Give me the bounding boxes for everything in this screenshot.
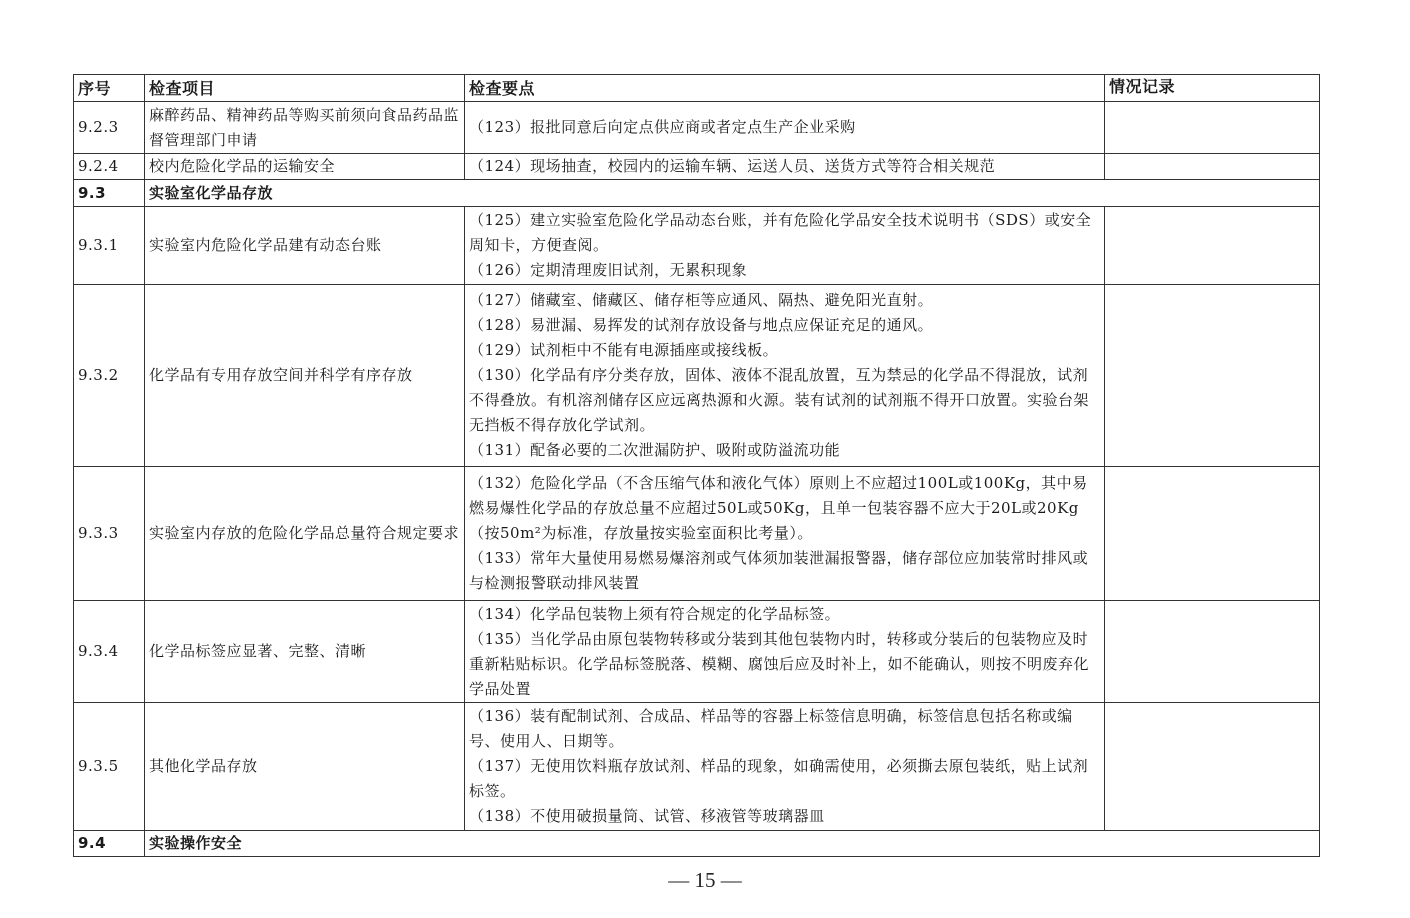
header-record: 情况记录: [1105, 75, 1320, 102]
section-no: 9.3: [74, 180, 145, 207]
row-no: 9.2.3: [74, 102, 145, 154]
check-point: （131）配备必要的二次泄漏防护、吸附或防溢流功能: [469, 441, 841, 459]
row-item: 化学品标签应显著、完整、清晰: [145, 601, 465, 703]
row-item: 化学品有专用存放空间并科学有序存放: [145, 285, 465, 467]
row-points: [465, 703, 1105, 831]
record-cell[interactable]: [1105, 285, 1320, 467]
section-title: 实验操作安全: [145, 831, 1320, 857]
inspection-checklist-table: [73, 74, 1320, 857]
row-points: [465, 467, 1105, 601]
header-row: [74, 75, 1320, 102]
check-point: （135）当化学品由原包装物转移或分装到其他包装物内时，转移或分装后的包装物应及时重新粘贴标识。化学品标签脱落、模糊、腐蚀后应及时补上，如不能确认，则按不明废弃化学品处置: [469, 629, 1090, 698]
row-item: 实验室内危险化学品建有动态台账: [145, 207, 465, 285]
check-point: （126）定期清理废旧试剂，无累积现象: [469, 261, 748, 279]
record-cell[interactable]: [1105, 207, 1320, 285]
row-item: 实验室内存放的危险化学品总量符合规定要求: [145, 467, 465, 601]
table-row: [74, 102, 1320, 154]
row-points: [465, 102, 1105, 154]
section-no: 9.4: [74, 831, 145, 857]
header-no: 序号: [74, 75, 145, 102]
check-point: （124）现场抽查，校园内的运输车辆、运送人员、送货方式等符合相关规范: [469, 157, 996, 175]
row-item: 麻醉药品、精神药品等购买前须向食品药品监督管理部门申请: [145, 102, 465, 154]
check-point: （136）装有配制试剂、合成品、样品等的容器上标签信息明确，标签信息包括名称或编号、使用人、日期等。: [469, 707, 1073, 750]
check-point: （125）建立实验室危险化学品动态台账，并有危险化学品安全技术说明书（SDS）或安全周知卡，方便查阅。: [469, 211, 1092, 254]
record-cell[interactable]: [1105, 601, 1320, 703]
check-point: （130）化学品有序分类存放，固体、液体不混乱放置，互为禁忌的化学品不得混放，试剂不得叠放。有机溶剂储存区应远离热源和火源。装有试剂的试剂瓶不得开口放置。实验台架无挡板不得存放化学试剂。: [469, 366, 1090, 434]
check-point: （132）危险化学品（不含压缩气体和液化气体）原则上不应超过100L或100Kg，其中易燃易爆性化学品的存放总量不应超过50L或50Kg，且单一包装容器不应大于20L或20Kg（按50m²为标准，存放量按实验室面积比考量）。: [469, 474, 1088, 542]
check-point: （128）易泄漏、易挥发的试剂存放设备与地点应保证充足的通风。: [469, 316, 934, 334]
check-point: （134）化学品包装物上须有符合规定的化学品标签。: [469, 604, 841, 623]
check-point: （138）不使用破损量筒、试管、移液管等玻璃器皿: [469, 807, 825, 825]
row-no: 9.2.4: [74, 154, 145, 180]
row-points: [465, 601, 1105, 703]
check-point: （129）试剂柜中不能有电源插座或接线板。: [469, 341, 779, 359]
row-points: [465, 207, 1105, 285]
table-row: [74, 285, 1320, 467]
header-points: 检查要点: [465, 75, 1105, 102]
table-row: [74, 207, 1320, 285]
row-no: 9.3.5: [74, 703, 145, 831]
row-no: 9.3.3: [74, 467, 145, 601]
section-title: 实验室化学品存放: [145, 180, 1320, 207]
row-no: 9.3.1: [74, 207, 145, 285]
row-points: [465, 154, 1105, 180]
table-row: [74, 703, 1320, 831]
record-cell[interactable]: [1105, 703, 1320, 831]
check-point: （127）储藏室、储藏区、储存柜等应通风、隔热、避免阳光直射。: [469, 291, 934, 309]
page-number: — 15 —: [668, 868, 742, 892]
checklist-page: [73, 74, 1319, 857]
header-item: 检查项目: [145, 75, 465, 102]
row-item: 其他化学品存放: [145, 703, 465, 831]
section-row: [74, 831, 1320, 857]
record-cell[interactable]: [1105, 102, 1320, 154]
check-point: （133）常年大量使用易燃易爆溶剂或气体须加装泄漏报警器，储存部位应加装常时排风或与检测报警联动排风装置: [469, 549, 1089, 592]
row-item: 校内危险化学品的运输安全: [145, 154, 465, 180]
row-no: 9.3.2: [74, 285, 145, 467]
table-row: [74, 467, 1320, 601]
row-no: 9.3.4: [74, 601, 145, 703]
table-row: [74, 154, 1320, 180]
table-row: [74, 601, 1320, 703]
row-points: [465, 285, 1105, 467]
record-cell[interactable]: [1105, 154, 1320, 180]
check-point: （137）无使用饮料瓶存放试剂、样品的现象，如确需使用，必须撕去原包装纸，贴上试剂标签。: [469, 757, 1089, 800]
check-point: （123）报批同意后向定点供应商或者定点生产企业采购: [469, 118, 856, 136]
record-cell[interactable]: [1105, 467, 1320, 601]
section-row: [74, 180, 1320, 207]
